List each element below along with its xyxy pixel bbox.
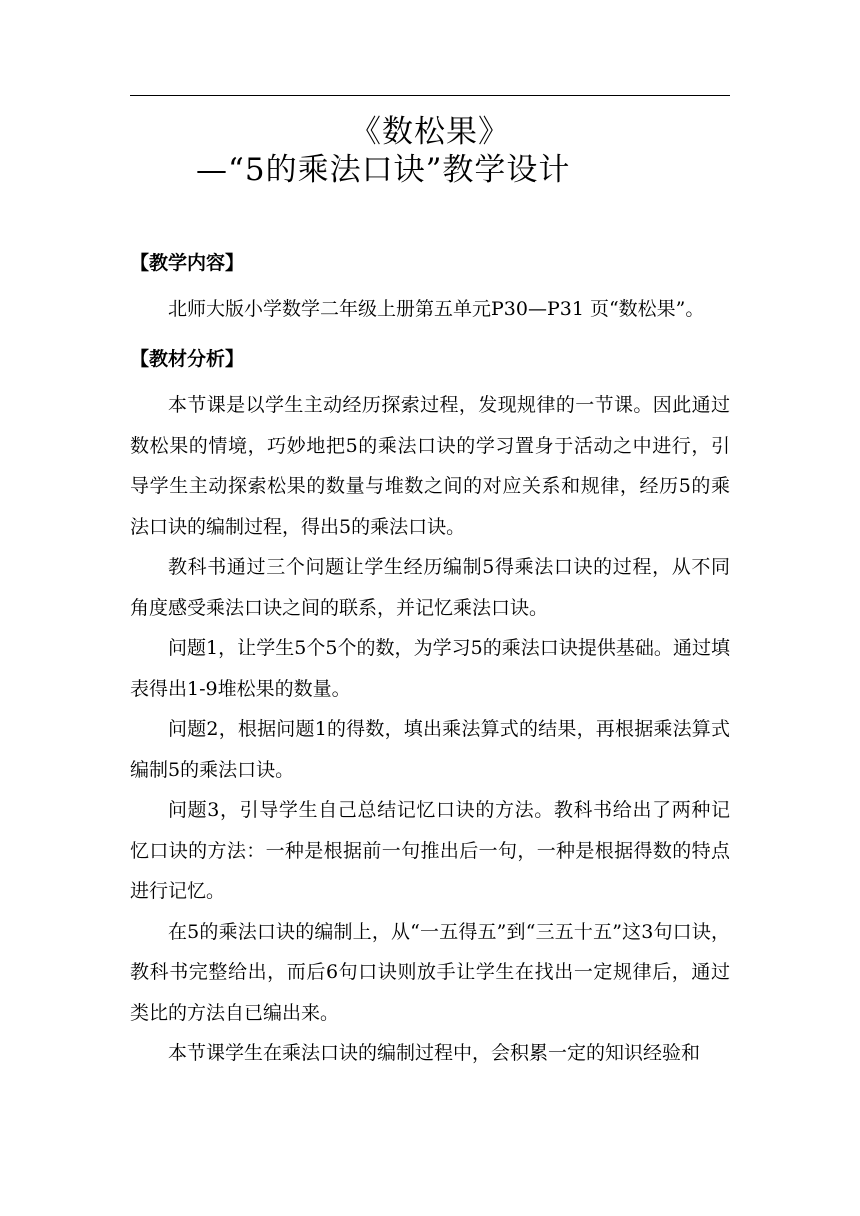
analysis-paragraph-1: 本节课是以学生主动经历探索过程，发现规律的一节课。因此通过数松果的情境，巧妙地把5的乘法口诀的学习置身于活动之中进行，引导学生主动探索松果的数量与堆数之间的对应关系和规律，经历5的乘法口诀的编制过程，得出5的乘法口诀。: [130, 394, 730, 538]
section-heading-content: 【教学内容】: [130, 252, 245, 274]
document-body: [130, 243, 730, 1074]
analysis-paragraph-4: 问题2，根据问题1的得数，填出乘法算式的结果，再根据乘法算式编制5的乘法口诀。: [130, 718, 730, 781]
analysis-paragraph-2: 教科书通过三个问题让学生经历编制5得乘法口诀的过程，从不同角度感受乘法口诀之间的联系，并记忆乘法口诀。: [130, 556, 730, 619]
analysis-paragraph-5: 问题3，引导学生自己总结记忆口诀的方法。教科书给出了两种记忆口诀的方法：一种是根据前一句推出后一句，一种是根据得数的特点进行记忆。: [130, 799, 730, 902]
header-rule: [130, 95, 730, 96]
analysis-paragraph-3: 问题1，让学生5个5个的数，为学习5的乘法口诀提供基础。通过填表得出1-9堆松果的数量。: [130, 637, 730, 700]
document-subtitle: —“5的乘法口诀”教学设计: [196, 152, 571, 188]
document-title: 《数松果》: [350, 114, 510, 150]
analysis-paragraph-7: 本节课学生在乘法口诀的编制过程中，会积累一定的知识经验和: [168, 1042, 701, 1064]
content-paragraph: 北师大版小学数学二年级上册第五单元P30—P31 页“数松果”。: [168, 298, 705, 320]
analysis-paragraph-6: 在5的乘法口诀的编制上，从“一五得五”到“三五十五”这3句口诀，教科书完整给出，而后6句口诀则放手让学生在找出一定规律后，通过类比的方法自已编出来。: [130, 920, 730, 1024]
section-heading-analysis: 【教材分析】: [130, 348, 245, 370]
